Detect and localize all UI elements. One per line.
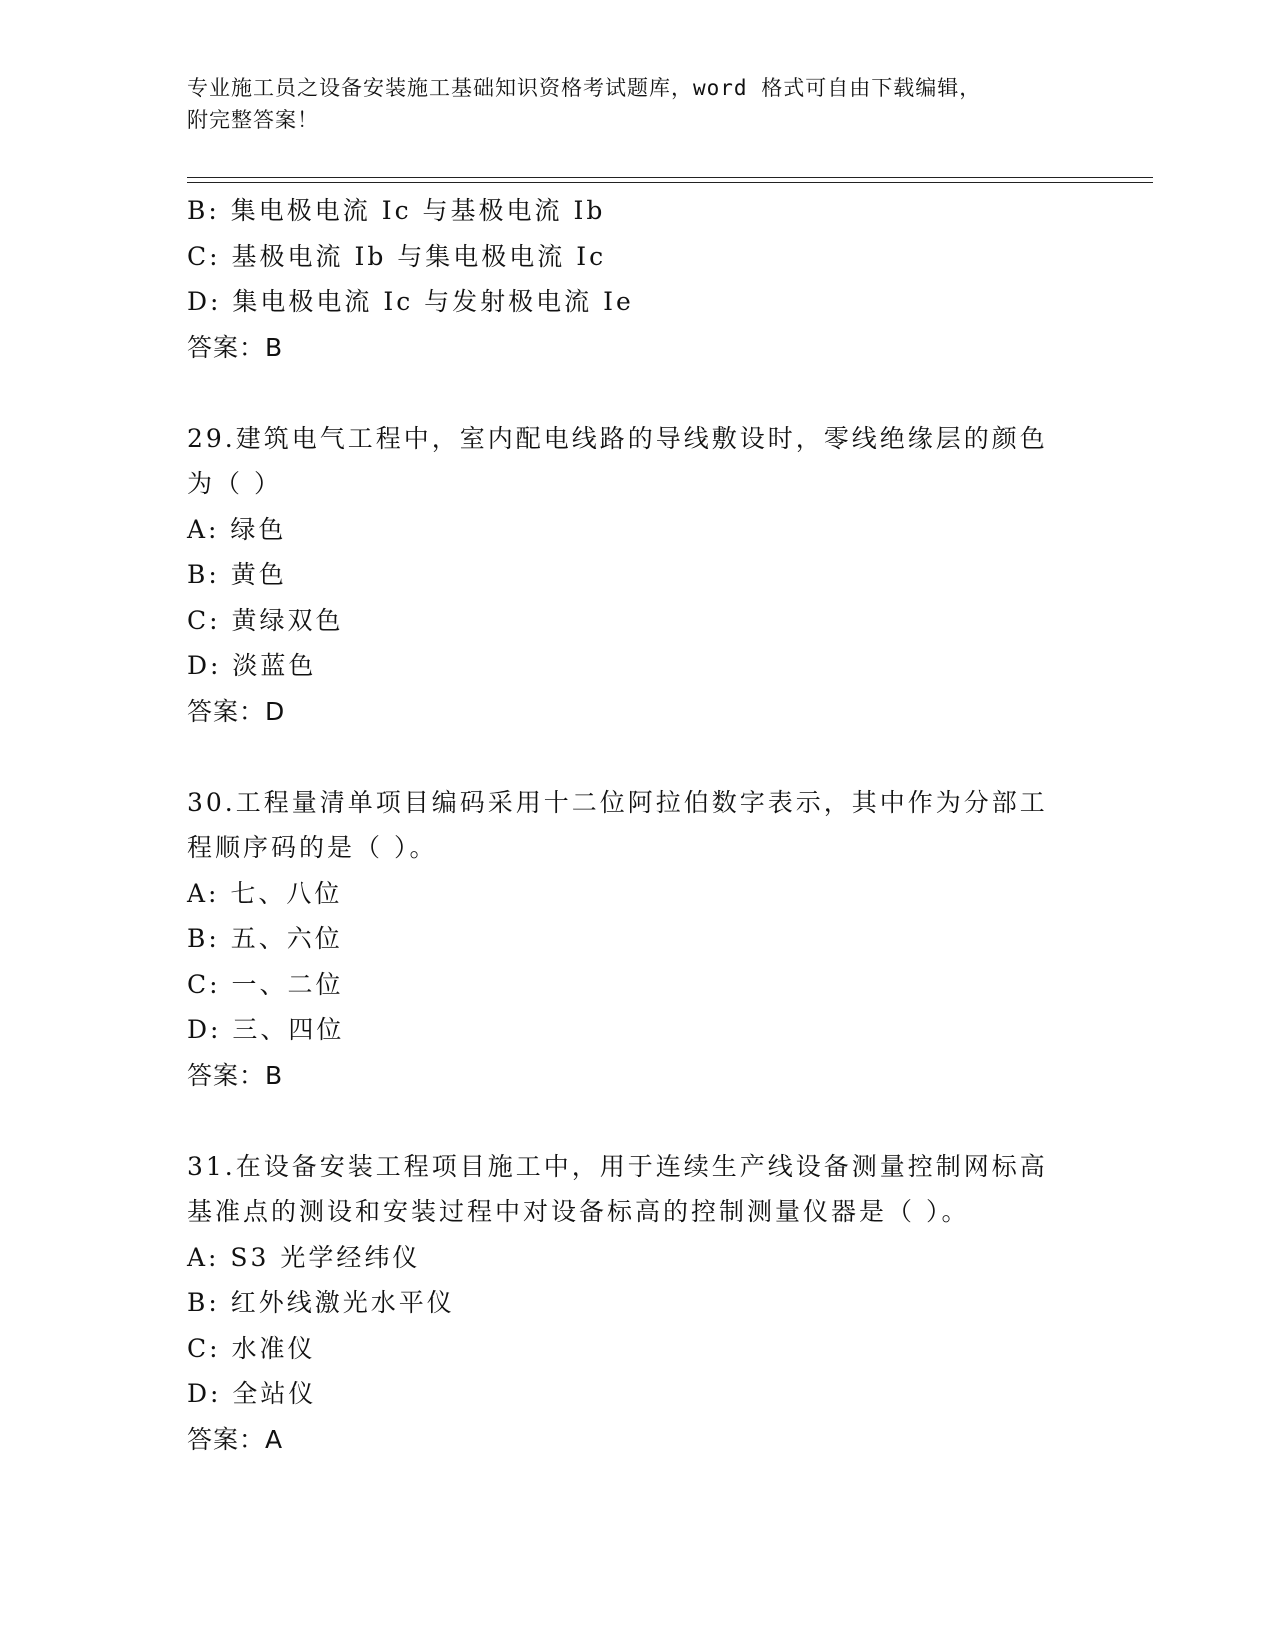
option-c: C: 水准仪: [187, 1333, 316, 1363]
option-b: B: 黄色: [187, 560, 287, 589]
option-b: B: 红外线激光水平仪: [187, 1288, 455, 1317]
answer-line: 答案：B: [187, 1060, 284, 1090]
header-divider-top: [187, 177, 1153, 178]
option-c: C: 基极电流 Ib 与集电极电流 Ic: [187, 241, 607, 271]
document-body: [187, 188, 1087, 1462]
question-29: [187, 416, 1087, 735]
option-d: D: 集电极电流 Ic 与发射极电流 Ie: [187, 287, 634, 316]
option-c: C: 一、二位: [187, 969, 344, 999]
question-28-continued: [187, 188, 1087, 370]
question-stem-line-2: 程顺序码的是（ ）。: [187, 833, 438, 862]
question-stem-line-2: 为（ ）: [187, 469, 282, 498]
spacer: [187, 370, 1087, 416]
question-stem-line-2: 基准点的测设和安装过程中对设备标高的控制测量仪器是（ ）。: [187, 1197, 970, 1226]
question-stem-line-1: 30.工程量清单项目编码采用十二位阿拉伯数字表示，其中作为分部工: [187, 787, 1048, 817]
option-b: B: 集电极电流 Ic 与基极电流 Ib: [187, 196, 606, 225]
header-divider-bottom: [187, 182, 1153, 183]
header-line-2: 附完整答案！: [187, 108, 319, 132]
option-d: D: 全站仪: [187, 1379, 317, 1408]
answer-line: 答案：B: [187, 332, 284, 362]
option-d: D: 淡蓝色: [187, 651, 317, 680]
question-stem-line-1: 29.建筑电气工程中，室内配电线路的导线敷设时，零线绝缘层的颜色: [187, 423, 1048, 453]
option-a: A: S3 光学经纬仪: [187, 1242, 421, 1272]
question-31: [187, 1144, 1087, 1463]
document-header: [187, 72, 1087, 136]
spacer: [187, 1098, 1087, 1144]
question-stem-line-1: 31.在设备安装工程项目施工中，用于连续生产线设备测量控制网标高: [187, 1151, 1048, 1181]
answer-line: 答案：D: [187, 696, 286, 726]
option-c: C: 黄绿双色: [187, 605, 344, 635]
option-b: B: 五、六位: [187, 924, 343, 953]
spacer: [187, 734, 1087, 780]
header-line-1: 专业施工员之设备安装施工基础知识资格考试题库，word 格式可自由下载编辑，: [187, 76, 982, 100]
option-d: D: 三、四位: [187, 1015, 345, 1044]
option-a: A: 七、八位: [187, 878, 343, 908]
question-30: [187, 780, 1087, 1099]
answer-line: 答案：A: [187, 1424, 284, 1454]
option-a: A: 绿色: [187, 514, 287, 544]
